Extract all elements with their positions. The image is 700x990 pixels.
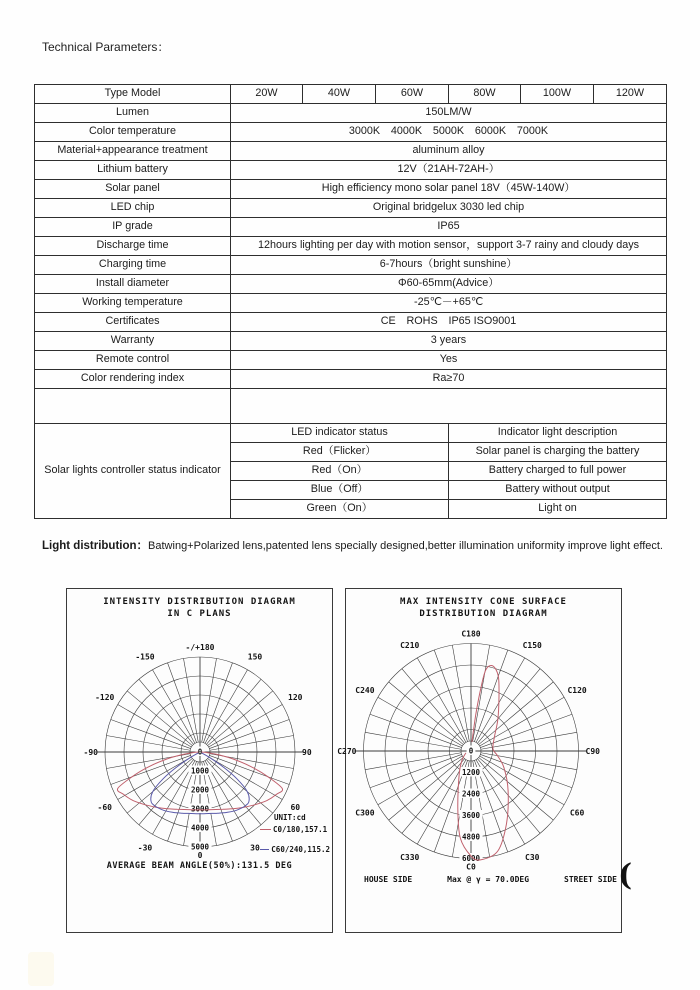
beam-angle-caption: AVERAGE BEAM ANGLE(50%):131.5 DEG: [106, 861, 293, 871]
chart-legend: [260, 813, 330, 854]
param-label: Certificates: [35, 313, 231, 332]
param-label: Lumen: [35, 104, 231, 123]
angle-label: 60: [290, 803, 301, 812]
param-value: Φ60-65mm(Advice）: [231, 275, 667, 294]
empty-cell: [35, 389, 231, 424]
param-label: Remote control: [35, 351, 231, 370]
table-row: [35, 161, 667, 180]
series-max-intensity-cone: [458, 665, 508, 860]
table-row: [35, 351, 667, 370]
model-header: 20W: [231, 85, 303, 104]
param-value: Ra≥70: [231, 370, 667, 389]
legend-unit: UNIT:cd: [274, 813, 306, 822]
status-row: [35, 424, 667, 443]
ring-label: 4800: [461, 832, 481, 842]
model-header: 60W: [376, 85, 449, 104]
intensity-distribution-chart: [66, 588, 333, 933]
polar-spoke: [389, 757, 464, 820]
ring-label: 0: [197, 747, 203, 757]
empty-cell: [231, 389, 667, 424]
polar-spoke: [210, 736, 294, 751]
angle-label: C270: [337, 747, 357, 756]
led-description: Indicator light description: [449, 424, 667, 443]
angle-label: C30: [525, 853, 540, 863]
table-row: [35, 85, 667, 104]
angle-label: C210: [400, 640, 420, 650]
polar-spoke: [106, 736, 190, 751]
param-value: 12hours lighting per day with motion sensor，support 3-7 rainy and cloudy days: [231, 237, 667, 256]
artifact-mark: (: [618, 858, 633, 893]
chart-title: INTENSITY DISTRIBUTION DIAGRAM: [103, 597, 296, 607]
light-distribution-label: Light distribution：: [42, 540, 149, 552]
polar-spoke: [365, 732, 461, 749]
ring-label: 3000: [190, 804, 210, 814]
angle-label: -120: [95, 693, 115, 702]
angle-label: -/+180: [185, 643, 215, 652]
angle-label: C150: [522, 640, 542, 650]
param-label: Material+appearance treatment: [35, 142, 231, 161]
param-value: 150LM/W: [231, 104, 667, 123]
table-row: [35, 370, 667, 389]
angle-label: 30: [250, 843, 260, 853]
table-row: [35, 313, 667, 332]
led-description: Solar panel is charging the battery: [449, 443, 667, 462]
table-row: [35, 123, 667, 142]
param-label: Color temperature: [35, 123, 231, 142]
angle-label: -90: [83, 748, 98, 757]
legend-entry: [260, 845, 330, 854]
led-status: Green（On）: [231, 500, 449, 519]
polar-spoke: [184, 658, 199, 742]
ring-label: 1000: [190, 766, 210, 776]
ring-label: 2400: [461, 789, 481, 799]
angle-label: -60: [97, 803, 112, 812]
table-row: [35, 142, 667, 161]
red-line-swatch: [260, 829, 271, 830]
angle-label: C330: [400, 853, 420, 863]
ring-label: 3600: [461, 811, 481, 821]
model-header: 120W: [594, 85, 667, 104]
table-row: [35, 294, 667, 313]
chart-title: MAX INTENSITY CONE SURFACE: [400, 597, 567, 607]
angle-label: -30: [137, 843, 153, 853]
param-value: Yes: [231, 351, 667, 370]
max-gamma-label: Max @ γ = 70.0DEG: [447, 875, 530, 884]
table-row: [35, 275, 667, 294]
ring-label: 6000: [461, 854, 481, 864]
param-label: Solar panel: [35, 180, 231, 199]
polar-spoke: [389, 682, 464, 745]
param-label: Install diameter: [35, 275, 231, 294]
table-row: [35, 237, 667, 256]
ring-label: 4000: [190, 823, 210, 833]
spacer-row: [35, 389, 667, 424]
angle-label: C60: [569, 808, 585, 818]
polar-spoke: [479, 682, 554, 745]
angle-label: C0: [466, 862, 476, 872]
param-label: IP grade: [35, 218, 231, 237]
angle-label: C300: [355, 808, 375, 818]
technical-parameters-table: [34, 84, 667, 519]
polar-spoke: [452, 645, 469, 741]
table-row: [35, 256, 667, 275]
led-status: LED indicator status: [231, 424, 449, 443]
polar-spoke: [481, 753, 577, 770]
led-description: Battery without output: [449, 481, 667, 500]
legend-entry: [260, 825, 330, 834]
param-value: Original bridgelux 3030 led chip: [231, 199, 667, 218]
table-row: [35, 104, 667, 123]
led-status: Blue（Off）: [231, 481, 449, 500]
legend-entry-label: C60/240,115.2: [271, 845, 330, 854]
chart-title: DISTRIBUTION DIAGRAM: [419, 609, 548, 619]
status-section-label: Solar lights controller status indicator: [35, 424, 231, 519]
polar-spoke: [479, 757, 554, 820]
param-label: Color rendering index: [35, 370, 231, 389]
angle-label: 150: [247, 652, 263, 662]
table-row: [35, 199, 667, 218]
led-description: Light on: [449, 500, 667, 519]
param-value: IP65: [231, 218, 667, 237]
angle-label: C240: [355, 685, 375, 695]
polar-spoke: [365, 753, 461, 770]
model-header: 100W: [521, 85, 594, 104]
table-row: [35, 332, 667, 351]
param-value: 3 years: [231, 332, 667, 351]
param-label: LED chip: [35, 199, 231, 218]
ring-label: 5000: [190, 842, 210, 852]
angle-label: 120: [288, 693, 303, 702]
street-side-label: STREET SIDE: [564, 875, 617, 884]
param-value: aluminum alloy: [231, 142, 667, 161]
param-label: Lithium battery: [35, 161, 231, 180]
angle-label: 90: [302, 748, 312, 757]
model-header: 40W: [303, 85, 376, 104]
param-label: Working temperature: [35, 294, 231, 313]
angle-label: C90: [585, 747, 600, 756]
page-title: Technical Parameters：: [42, 40, 170, 54]
param-value: High efficiency mono solar panel 18V（45W-140W）: [231, 180, 667, 199]
led-status: Red（Flicker）: [231, 443, 449, 462]
param-label: Discharge time: [35, 237, 231, 256]
angle-label: -150: [135, 652, 155, 662]
cone-distribution-chart: [337, 588, 622, 933]
scan-smudge: [28, 952, 54, 986]
chart-title: IN C PLANS: [167, 609, 232, 619]
light-distribution-note: [42, 538, 668, 556]
angle-label: C180: [461, 629, 481, 639]
house-side-label: HOUSE SIDE: [364, 875, 413, 884]
polar-plot-c-planes: [67, 589, 332, 932]
polar-spoke: [402, 759, 465, 834]
led-description: Battery charged to full power: [449, 462, 667, 481]
light-distribution-text: Batwing+Polarized lens,patented lens specially designed,better illumination uniformity improve light effect.: [148, 540, 663, 552]
table-row: [35, 180, 667, 199]
param-value: 6-7hours（bright sunshine）: [231, 256, 667, 275]
polar-spoke: [202, 658, 217, 742]
angle-label: C120: [567, 685, 587, 695]
ring-label: 1200: [461, 768, 481, 778]
param-value: CE ROHS IP65 ISO9001: [231, 313, 667, 332]
table-row: [35, 218, 667, 237]
param-value: -25℃－+65℃: [231, 294, 667, 313]
param-label: Charging time: [35, 256, 231, 275]
ring-label: 2000: [190, 785, 210, 795]
blue-line-swatch: [260, 849, 269, 850]
ring-label: 0: [468, 746, 474, 756]
polar-spoke: [477, 669, 540, 744]
polar-spoke: [402, 669, 465, 744]
param-value: 12V（21AH-72AH-）: [231, 161, 667, 180]
model-header: 80W: [449, 85, 521, 104]
polar-spoke: [473, 645, 490, 741]
param-label: Type Model: [35, 85, 231, 104]
param-label: Warranty: [35, 332, 231, 351]
param-value: 3000K 4000K 5000K 6000K 7000K: [231, 123, 667, 142]
led-status: Red（On）: [231, 462, 449, 481]
cone-caption: [346, 875, 621, 884]
angle-label: 0: [197, 851, 203, 860]
legend-entry-label: C0/180,157.1: [273, 825, 328, 834]
